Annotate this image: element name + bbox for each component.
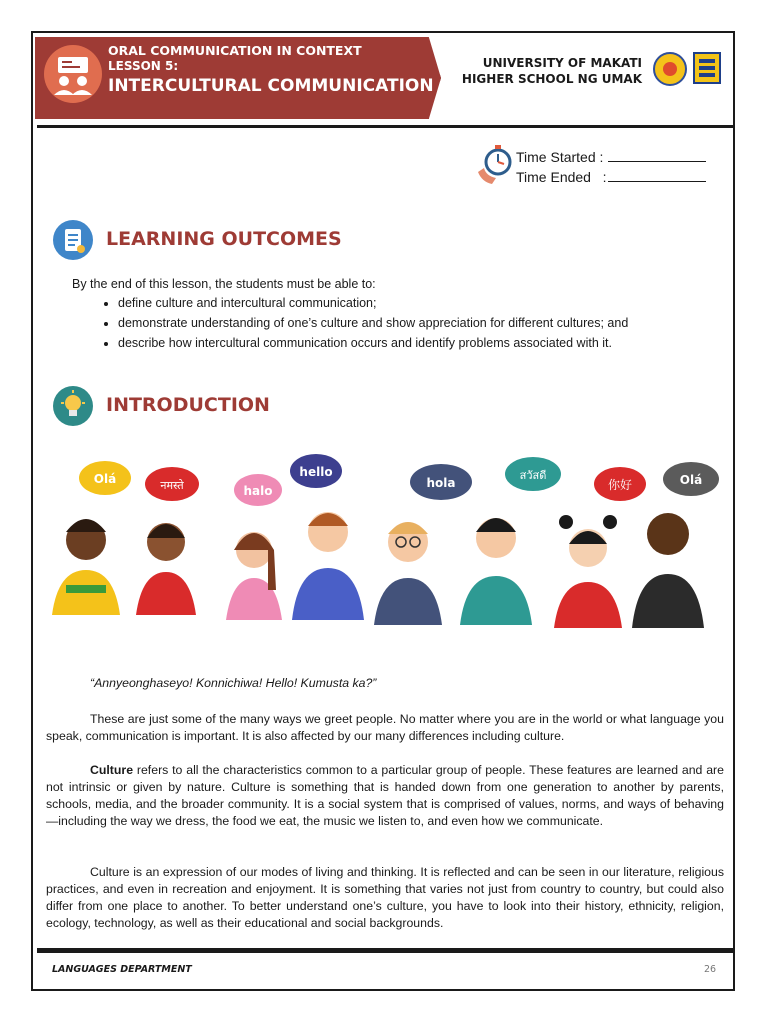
speech-bubble bbox=[79, 461, 131, 495]
list-item: • describe how intercultural communication occurs and identify problems associated with it. bbox=[118, 333, 738, 353]
speech-bubble bbox=[234, 474, 282, 506]
time-started-row bbox=[516, 147, 706, 165]
bubble-text: 你好 bbox=[607, 478, 633, 492]
paragraph-3: Culture is an expression of our modes of living and thinking. It is reflected and can be seen in our literature, religious practices, and even in recreation and enjoyment. It is something that varies not just from country to country, but could also differ from one place to another. To better understand one’s culture, you have to look into their history, ethnicity, religion, ecology, technology, as well as their educational and social backgrounds. bbox=[46, 865, 724, 930]
speech-bubble bbox=[663, 462, 719, 496]
greeting-quote: “Annyeonghaseyo! Konnichiwa! Hello! Kumusta ka?” bbox=[90, 676, 377, 690]
footer-divider bbox=[37, 948, 734, 953]
paragraph-2-text: refers to all the characteristics common to a particular group of people. These features are learned and are not intrinsic or given by nature. Culture is something that is handed down from one generation to another by parents, schools, media, and the broader community. It is a social system that is comprised of values, norms, and ways of behaving—including the way we dress, the food we eat, the music we listen to, and even how we communicate. bbox=[46, 763, 724, 828]
introduction-heading: INTRODUCTION bbox=[106, 394, 270, 416]
hsu-logo bbox=[693, 52, 721, 84]
bubble-text: hello bbox=[299, 465, 333, 479]
university-seal-icon bbox=[653, 52, 687, 86]
outcomes-list bbox=[98, 293, 738, 353]
stopwatch-icon bbox=[476, 142, 514, 186]
header-divider bbox=[37, 125, 734, 128]
person-figure bbox=[460, 518, 532, 625]
bubble-text: halo bbox=[243, 484, 273, 498]
bubble-text: Olá bbox=[93, 472, 117, 486]
time-ended-field[interactable] bbox=[608, 167, 706, 182]
time-started-label: Time Started : bbox=[516, 149, 604, 165]
lightbulb-icon bbox=[53, 386, 93, 426]
person-figure bbox=[554, 515, 622, 628]
bubble-text: สวัสดี bbox=[519, 469, 547, 482]
lesson-number: LESSON 5: bbox=[108, 59, 179, 73]
lesson-title: INTERCULTURAL COMMUNICATION bbox=[108, 76, 434, 96]
time-started-field[interactable] bbox=[608, 147, 706, 162]
bubble-text: Olá bbox=[679, 473, 703, 487]
page-number: 26 bbox=[704, 964, 717, 975]
bubble-text: hola bbox=[426, 476, 456, 490]
outcomes-intro: By the end of this lesson, the students must be able to: bbox=[72, 277, 376, 291]
greetings-illustration bbox=[48, 450, 728, 645]
time-ended-label: Time Ended : bbox=[516, 169, 607, 185]
learning-outcomes-heading: LEARNING OUTCOMES bbox=[106, 228, 342, 250]
person-figure bbox=[226, 532, 282, 620]
list-item: • demonstrate understanding of one’s culture and show appreciation for different cultures; and bbox=[118, 313, 738, 333]
speech-bubble bbox=[505, 457, 561, 491]
speech-bubble bbox=[290, 454, 342, 488]
paragraph-2 bbox=[46, 762, 724, 830]
person-figure bbox=[292, 512, 364, 620]
person-figure bbox=[632, 513, 704, 628]
department-label: LANGUAGES DEPARTMENT bbox=[52, 964, 192, 975]
speech-bubble bbox=[145, 467, 199, 501]
culture-term: Culture bbox=[90, 763, 134, 777]
school-name: HIGHER SCHOOL NG UMAK bbox=[461, 72, 642, 86]
time-ended-row bbox=[516, 167, 706, 185]
checklist-icon bbox=[53, 220, 93, 260]
lesson-icon bbox=[44, 45, 102, 103]
speech-bubble bbox=[410, 464, 472, 500]
speech-bubble bbox=[594, 467, 646, 501]
list-item: • define culture and intercultural communication; bbox=[118, 293, 738, 313]
university-name: UNIVERSITY OF MAKATI bbox=[482, 56, 642, 70]
person-figure bbox=[374, 522, 442, 625]
person-figure bbox=[136, 523, 196, 615]
bubble-text: नमस्ते bbox=[160, 479, 184, 492]
paragraph-1: These are just some of the many ways we greet people. No matter where you are in the world or what language you speak, communication is important. It is also affected by our many differences including culture. bbox=[46, 712, 724, 743]
person-figure bbox=[52, 519, 120, 615]
course-title: ORAL COMMUNICATION IN CONTEXT bbox=[108, 43, 362, 58]
